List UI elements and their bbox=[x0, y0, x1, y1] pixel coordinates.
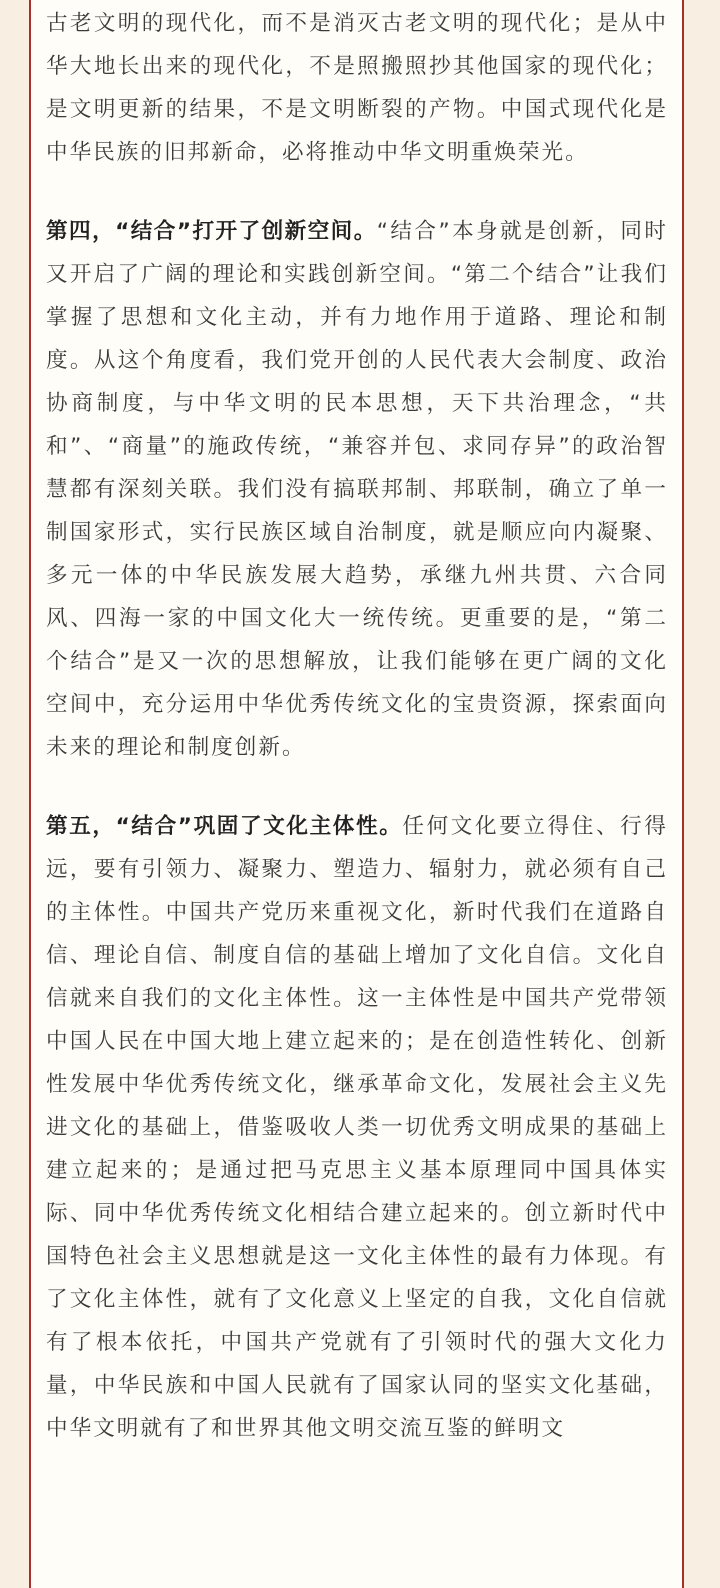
paragraph-4 bbox=[46, 210, 668, 769]
paragraph-3-continuation bbox=[46, 2, 668, 174]
paragraph-5-text: 任何文化要立得住、行得远，要有引领力、凝聚力、塑造力、辐射力，就必须有自己的主体性。中国共产党历来重视文化，新时代我们在道路自信、理论自信、制度自信的基础上增加了文化自信。文化自信就来自我们的文化主体性。这一主体性是中国共产党带领中国人民在中国大地上建立起来的；是在创造性转化、创新性发展中华优秀传统文化，继承革命文化，发展社会主义先进文化的基础上，借鉴吸收人类一切优秀文明成果的基础上建立起来的；是通过把马克思主义基本原理同中国具体实际、同中华优秀传统文化相结合建立起来的。创立新时代中国特色社会主义思想就是这一文化主体性的最有力体现。有了文化主体性，就有了文化意义上坚定的自我，文化自信就有了根本依托，中国共产党就有了引领时代的强大文化力量，中华民族和中国人民就有了国家认同的坚实文化基础，中华文明就有了和世界其他文明交流互鉴的鲜明文 bbox=[46, 814, 668, 1441]
paragraph-5-heading: 第五，“结合”巩固了文化主体性。 bbox=[46, 814, 403, 839]
article-body bbox=[46, 2, 668, 1486]
paragraph-5 bbox=[46, 805, 668, 1450]
paragraph-4-heading: 第四，“结合”打开了创新空间。 bbox=[46, 219, 377, 244]
paragraph-4-text: “结合”本身就是创新，同时又开启了广阔的理论和实践创新空间。“第二个结合”让我们掌握了思想和文化主动，并有力地作用于道路、理论和制度。从这个角度看，我们党开创的人民代表大会制度、政治协商制度，与中华文明的民本思想，天下共治理念，“共和”、“商量”的施政传统，“兼容并包、求同存异”的政治智慧都有深刻关联。我们没有搞联邦制、邦联制，确立了单一制国家形式，实行民族区域自治制度，就是顺应向内凝聚、多元一体的中华民族发展大趋势，承继九州共贯、六合同风、四海一家的中国文化大一统传统。更重要的是，“第二个结合”是又一次的思想解放，让我们能够在更广阔的文化空间中，充分运用中华优秀传统文化的宝贵资源，探索面向未来的理论和制度创新。 bbox=[46, 219, 668, 760]
paragraph-3-text: 古老文明的现代化，而不是消灭古老文明的现代化；是从中华大地长出来的现代化，不是照搬照抄其他国家的现代化；是文明更新的结果，不是文明断裂的产物。中国式现代化是中华民族的旧邦新命，必将推动中华文明重焕荣光。 bbox=[46, 11, 668, 165]
